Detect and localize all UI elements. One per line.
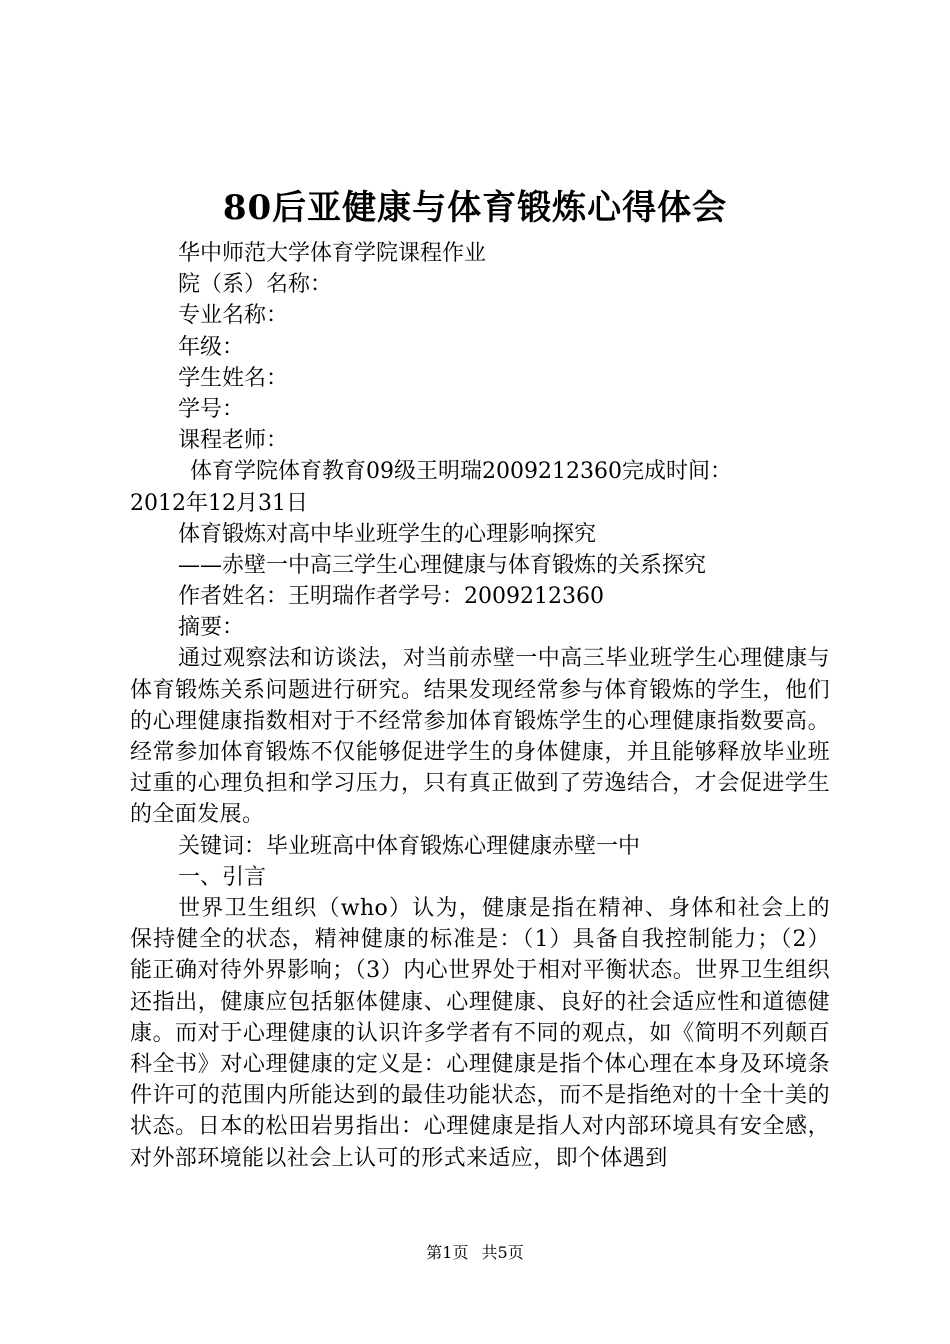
header-line-department: 院（系）名称： <box>178 272 333 298</box>
header-line-grade: 年级： <box>178 334 245 360</box>
section-heading: 一、引言 <box>178 864 267 890</box>
header-line-student-id: 学号： <box>178 396 245 422</box>
page-total: 共5页 <box>481 1243 524 1262</box>
header-line-student-name: 学生姓名： <box>178 365 289 391</box>
page-number: 第1页 <box>426 1243 469 1262</box>
author-line-1: 体育学院体育教育09级王明瑞2009212360完成时间： <box>190 459 732 485</box>
intro-paragraph: 世界卫生组织（who）认为，健康是指在精神、身体和社会上的保持健全的状态，精神健康的标准是：（1）具备自我控制能力；（2）能正确对待外界影响；（3）内心世界处于相对平衡状态。世界卫生组织还指出，健康应包括躯体健康、心理健康、良好的社会适应性和道德健康。而对于心理健康的认识许多学者有不同的观点，如《简明不列颠百科全书》对心理健康的定义是：心理健康是指个体心理在本身及环境条件许可的范围内所能达到的最佳功能状态，而不是指绝对的十全十美的状态。日本的松田岩男指出：心理健康是指人对内部环境具有安全感，对外部环境能以社会上认可的形式来适应，即个体遇到 <box>130 896 830 1171</box>
author-info: 作者姓名：王明瑞作者学号：2009212360 <box>178 584 604 610</box>
document-title: 80后亚健康与体育锻炼心得体会 <box>222 188 728 228</box>
header-line-course: 华中师范大学体育学院课程作业 <box>178 241 487 266</box>
keywords-line: 关键词：毕业班高中体育锻炼心理健康赤壁一中 <box>178 833 641 859</box>
header-line-major: 专业名称： <box>178 303 289 329</box>
abstract-label: 摘要： <box>178 615 245 641</box>
paper-title: 体育锻炼对高中毕业班学生的心理影响探究 <box>178 521 597 547</box>
abstract-paragraph: 通过观察法和访谈法，对当前赤壁一中高三毕业班学生心理健康与体育锻炼关系问题进行研究。结果发现经常参与体育锻炼的学生，他们的心理健康指数相对于不经常参加体育锻炼学生的心理健康指数要高。经常参加体育锻炼不仅能够促进学生的身体健康，并且能够释放毕业班过重的心理负担和学习压力，只有真正做到了劳逸结合，才会促进学生的全面发展。 <box>130 646 830 828</box>
page-footer <box>0 1243 950 1263</box>
document-body <box>130 238 830 1174</box>
paper-subtitle: ——赤壁一中高三学生心理健康与体育锻炼的关系探究 <box>178 552 707 578</box>
header-line-teacher: 课程老师： <box>178 428 289 454</box>
author-line-2: 2012年12月31日 <box>130 490 308 516</box>
